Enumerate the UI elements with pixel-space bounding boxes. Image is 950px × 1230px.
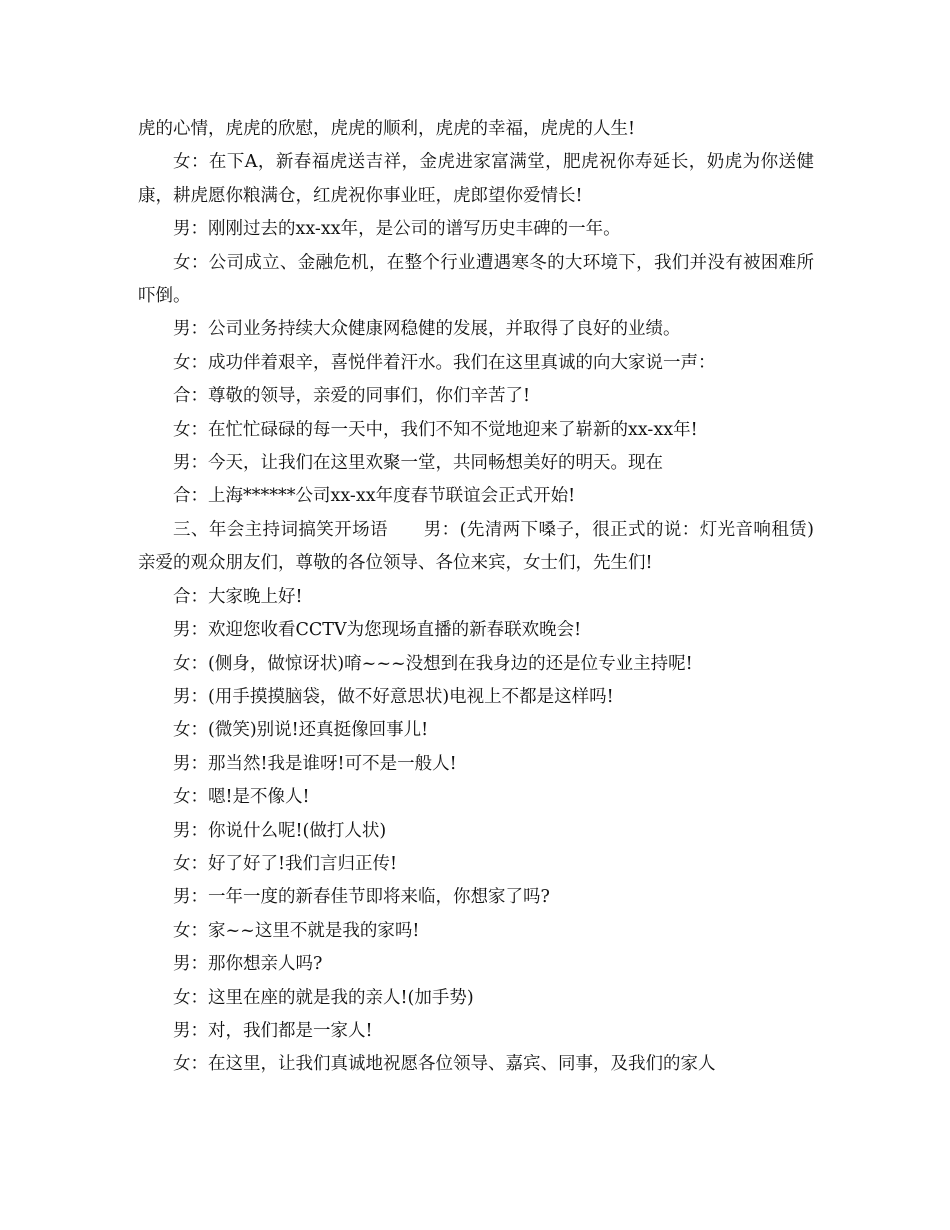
paragraph: 合：大家晚上好! xyxy=(173,586,303,607)
paragraph: 男：刚刚过去的xx-xx年，是公司的谱写历史丰碑的一年。 xyxy=(173,219,621,240)
paragraph: 女：家~~这里不就是我的家吗! xyxy=(173,920,420,941)
paragraph: 合：尊敬的领导，亲爱的同事们，你们辛苦了! xyxy=(173,386,531,407)
paragraph: 女：嗯!是不像人! xyxy=(173,787,310,808)
paragraph: 女：公司成立、金融危机，在整个行业遭遇寒冬的大环境下，我们并没有被困难所吓倒。 xyxy=(138,252,814,307)
paragraph: 女：在下A，新春福虎送吉祥，金虎进家富满堂，肥虎祝你寿延长，奶虎为你送健康，耕虎愿你粮满仓，红虎祝你事业旺，虎郎望你爱情长! xyxy=(138,152,814,206)
document-body xyxy=(138,113,814,1082)
paragraph: 男：对，我们都是一家人! xyxy=(173,1020,373,1041)
paragraph: 男：一年一度的新春佳节即将来临，你想家了吗? xyxy=(173,887,550,908)
paragraph: 女：好了好了!我们言归正传! xyxy=(173,853,398,874)
paragraph: 男：那当然!我是谁呀!可不是一般人! xyxy=(173,753,457,774)
paragraph: 女：在这里，让我们真诚地祝愿各位领导、嘉宾、同事，及我们的家人 xyxy=(173,1054,716,1075)
paragraph: 男：公司业务持续大众健康网稳健的发展，并取得了良好的业绩。 xyxy=(173,319,681,340)
paragraph: 三、年会主持词搞笑开场语 男：(先清两下嗓子，很正式的说：灯光音响租赁)亲爱的观众朋友们，尊敬的各位领导、各位来宾，女士们，先生们! xyxy=(138,519,814,574)
paragraph: 男：那你想亲人吗? xyxy=(173,954,323,975)
paragraph: 女：这里在座的就是我的亲人!(加手势) xyxy=(173,987,474,1008)
paragraph: 女：在忙忙碌碌的每一天中，我们不知不觉地迎来了崭新的xx-xx年! xyxy=(173,419,698,440)
paragraph: 虎的心情，虎虎的欣慰，虎虎的顺利，虎虎的幸福，虎虎的人生! xyxy=(138,119,636,139)
paragraph: 男：今天，让我们在这里欢聚一堂，共同畅想美好的明天。现在 xyxy=(173,453,663,474)
paragraph: 男：欢迎您收看CCTV为您现场直播的新春联欢晚会! xyxy=(173,620,582,641)
paragraph: 女：(微笑)别说!还真挺像回事儿! xyxy=(173,720,429,741)
paragraph: 男：(用手摸摸脑袋，做不好意思状)电视上不都是这样吗! xyxy=(173,686,614,707)
paragraph: 女：(侧身，做惊讶状)唷~~~没想到在我身边的还是位专业主持呢! xyxy=(173,653,693,674)
paragraph: 女：成功伴着艰辛，喜悦伴着汗水。我们在这里真诚的向大家说一声： xyxy=(173,352,716,373)
paragraph: 男：你说什么呢!(做打人状) xyxy=(173,820,387,841)
paragraph: 合：上海******公司xx-xx年度春节联谊会正式开始! xyxy=(173,486,576,507)
